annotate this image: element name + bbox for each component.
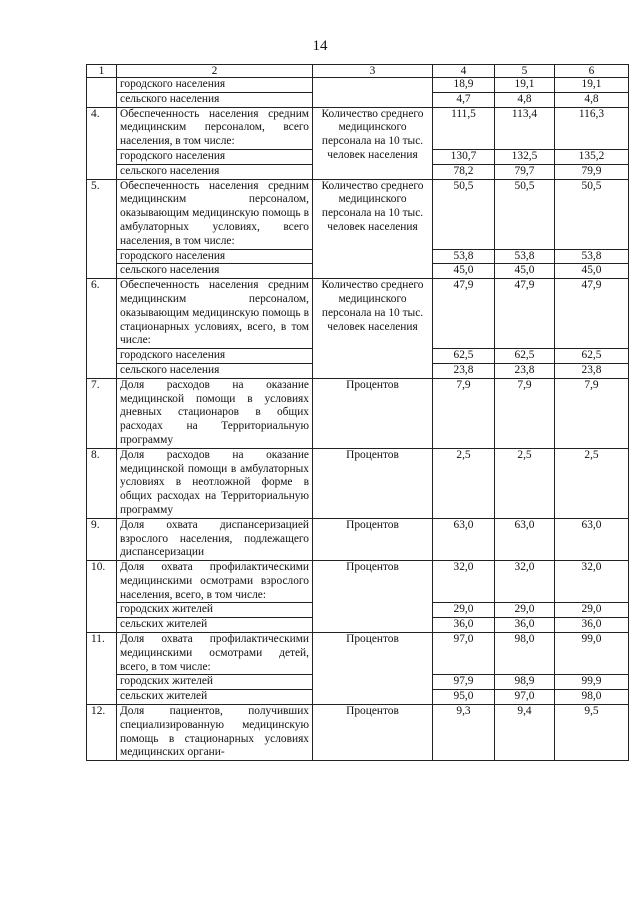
value-col4-cell: 4,7	[433, 92, 495, 107]
unit-cell: Процентов	[313, 378, 433, 448]
value-col5-cell: 113,4	[495, 107, 555, 149]
indicator-name-cell: городского населения	[117, 149, 313, 164]
value-col4-cell: 45,0	[433, 264, 495, 279]
value-col6-cell: 19,1	[555, 78, 629, 93]
indicator-name-cell: городского населения	[117, 349, 313, 364]
value-col6-cell: 79,9	[555, 164, 629, 179]
unit-cell: Процентов	[313, 561, 433, 633]
indicator-name-cell: Обеспеченность населения средним медицинским персоналом, оказывающим медицинскую помощь в амбулаторных условиях, всего населения, в том числе:	[117, 179, 313, 249]
indicator-name-cell: сельских жителей	[117, 690, 313, 705]
indicator-name-cell: сельского населения	[117, 363, 313, 378]
page-number: 14	[312, 38, 328, 54]
unit-cell: Количество среднего медицинского персонала на 10 тыс. человек населения	[313, 179, 433, 279]
value-col5-cell: 53,8	[495, 249, 555, 264]
header-cell: 4	[433, 65, 495, 78]
indicator-name-cell: Доля пациентов, получивших специализированную медицинскую помощь в стационарных условиях медицинских органи-	[117, 705, 313, 761]
value-col6-cell: 62,5	[555, 349, 629, 364]
value-col5-cell: 132,5	[495, 149, 555, 164]
value-col4-cell: 111,5	[433, 107, 495, 149]
value-col4-cell: 78,2	[433, 164, 495, 179]
value-col5-cell: 36,0	[495, 618, 555, 633]
value-col6-cell: 45,0	[555, 264, 629, 279]
indicator-name-cell: городских жителей	[117, 675, 313, 690]
value-col4-cell: 97,9	[433, 675, 495, 690]
value-col5-cell: 62,5	[495, 349, 555, 364]
table-row	[87, 279, 629, 349]
value-col6-cell: 4,8	[555, 92, 629, 107]
value-col4-cell: 18,9	[433, 78, 495, 93]
indicator-name-cell: сельского населения	[117, 92, 313, 107]
row-number-cell	[87, 78, 117, 108]
row-number-cell: 9.	[87, 518, 117, 560]
header-cell: 1	[87, 65, 117, 78]
value-col4-cell: 2,5	[433, 448, 495, 518]
value-col5-cell: 63,0	[495, 518, 555, 560]
table-row	[87, 378, 629, 448]
table-row	[87, 705, 629, 761]
value-col5-cell: 98,0	[495, 633, 555, 675]
value-col6-cell: 63,0	[555, 518, 629, 560]
indicator-name-cell: Обеспеченность населения средним медицинским персоналом, оказывающим медицинскую помощь в стационарных условиях, всего, в том числе:	[117, 279, 313, 349]
value-col4-cell: 95,0	[433, 690, 495, 705]
value-col4-cell: 53,8	[433, 249, 495, 264]
value-col5-cell: 19,1	[495, 78, 555, 93]
table-row	[87, 78, 629, 93]
value-col4-cell: 50,5	[433, 179, 495, 249]
indicator-name-cell: Обеспеченность населения средним медицинским персоналом, всего населения, в том числе:	[117, 107, 313, 149]
value-col4-cell: 62,5	[433, 349, 495, 364]
indicator-name-cell: Доля охвата профилактическими медицинскими осмотрами взрослого населения, всего, в том числе:	[117, 561, 313, 603]
header-cell: 6	[555, 65, 629, 78]
indicator-name-cell: городского населения	[117, 249, 313, 264]
row-number-cell: 8.	[87, 448, 117, 518]
unit-cell	[313, 78, 433, 108]
value-col4-cell: 7,9	[433, 378, 495, 448]
table-row	[87, 561, 629, 603]
value-col5-cell: 45,0	[495, 264, 555, 279]
indicator-name-cell: сельского населения	[117, 264, 313, 279]
value-col5-cell: 7,9	[495, 378, 555, 448]
row-number-cell: 6.	[87, 279, 117, 379]
row-number-cell: 5.	[87, 179, 117, 279]
indicator-name-cell: Доля расходов на оказание медицинской помощи в амбулаторных условиях в неотложной форме в общих расходах на Территориальную программу	[117, 448, 313, 518]
row-number-cell: 4.	[87, 107, 117, 179]
value-col6-cell: 116,3	[555, 107, 629, 149]
value-col6-cell: 32,0	[555, 561, 629, 603]
value-col4-cell: 23,8	[433, 363, 495, 378]
indicator-name-cell: городского населения	[117, 78, 313, 93]
table-row	[87, 518, 629, 560]
value-col5-cell: 23,8	[495, 363, 555, 378]
row-number-cell: 11.	[87, 633, 117, 705]
indicator-name-cell: Доля расходов на оказание медицинской помощи в условиях дневных стационаров в общих расходах на Территориальную программу	[117, 378, 313, 448]
row-number-cell: 7.	[87, 378, 117, 448]
unit-cell: Процентов	[313, 518, 433, 560]
value-col4-cell: 63,0	[433, 518, 495, 560]
indicator-name-cell: Доля охвата диспансеризацией взрослого населения, подлежащего диспансеризации	[117, 518, 313, 560]
table-row	[87, 179, 629, 249]
row-number-cell: 12.	[87, 705, 117, 761]
value-col5-cell: 50,5	[495, 179, 555, 249]
table-header-row	[87, 65, 629, 78]
value-col4-cell: 9,3	[433, 705, 495, 761]
table-row	[87, 107, 629, 149]
table-row	[87, 448, 629, 518]
value-col6-cell: 98,0	[555, 690, 629, 705]
value-col4-cell: 36,0	[433, 618, 495, 633]
value-col5-cell: 2,5	[495, 448, 555, 518]
header-cell: 5	[495, 65, 555, 78]
value-col6-cell: 36,0	[555, 618, 629, 633]
header-cell: 3	[313, 65, 433, 78]
value-col4-cell: 32,0	[433, 561, 495, 603]
value-col5-cell: 29,0	[495, 603, 555, 618]
value-col6-cell: 7,9	[555, 378, 629, 448]
value-col6-cell: 50,5	[555, 179, 629, 249]
indicator-name-cell: сельских жителей	[117, 618, 313, 633]
value-col6-cell: 99,9	[555, 675, 629, 690]
value-col5-cell: 4,8	[495, 92, 555, 107]
indicator-name-cell: Доля охвата профилактическими медицинскими осмотрами детей, всего, в том числе:	[117, 633, 313, 675]
value-col5-cell: 32,0	[495, 561, 555, 603]
value-col6-cell: 2,5	[555, 448, 629, 518]
value-col6-cell: 29,0	[555, 603, 629, 618]
value-col5-cell: 97,0	[495, 690, 555, 705]
unit-cell: Процентов	[313, 448, 433, 518]
value-col6-cell: 53,8	[555, 249, 629, 264]
value-col5-cell: 47,9	[495, 279, 555, 349]
indicator-name-cell: городских жителей	[117, 603, 313, 618]
unit-cell: Количество среднего медицинского персонала на 10 тыс. человек населения	[313, 107, 433, 179]
value-col4-cell: 130,7	[433, 149, 495, 164]
unit-cell: Количество среднего медицинского персонала на 10 тыс. человек населения	[313, 279, 433, 379]
indicators-table	[86, 64, 629, 761]
value-col6-cell: 99,0	[555, 633, 629, 675]
value-col6-cell: 47,9	[555, 279, 629, 349]
unit-cell: Процентов	[313, 633, 433, 705]
value-col6-cell: 23,8	[555, 363, 629, 378]
value-col6-cell: 135,2	[555, 149, 629, 164]
header-cell: 2	[117, 65, 313, 78]
unit-cell: Процентов	[313, 705, 433, 761]
value-col5-cell: 98,9	[495, 675, 555, 690]
value-col5-cell: 79,7	[495, 164, 555, 179]
row-number-cell: 10.	[87, 561, 117, 633]
value-col4-cell: 47,9	[433, 279, 495, 349]
value-col4-cell: 29,0	[433, 603, 495, 618]
value-col4-cell: 97,0	[433, 633, 495, 675]
value-col5-cell: 9,4	[495, 705, 555, 761]
indicator-name-cell: сельского населения	[117, 164, 313, 179]
table-row	[87, 633, 629, 675]
value-col6-cell: 9,5	[555, 705, 629, 761]
